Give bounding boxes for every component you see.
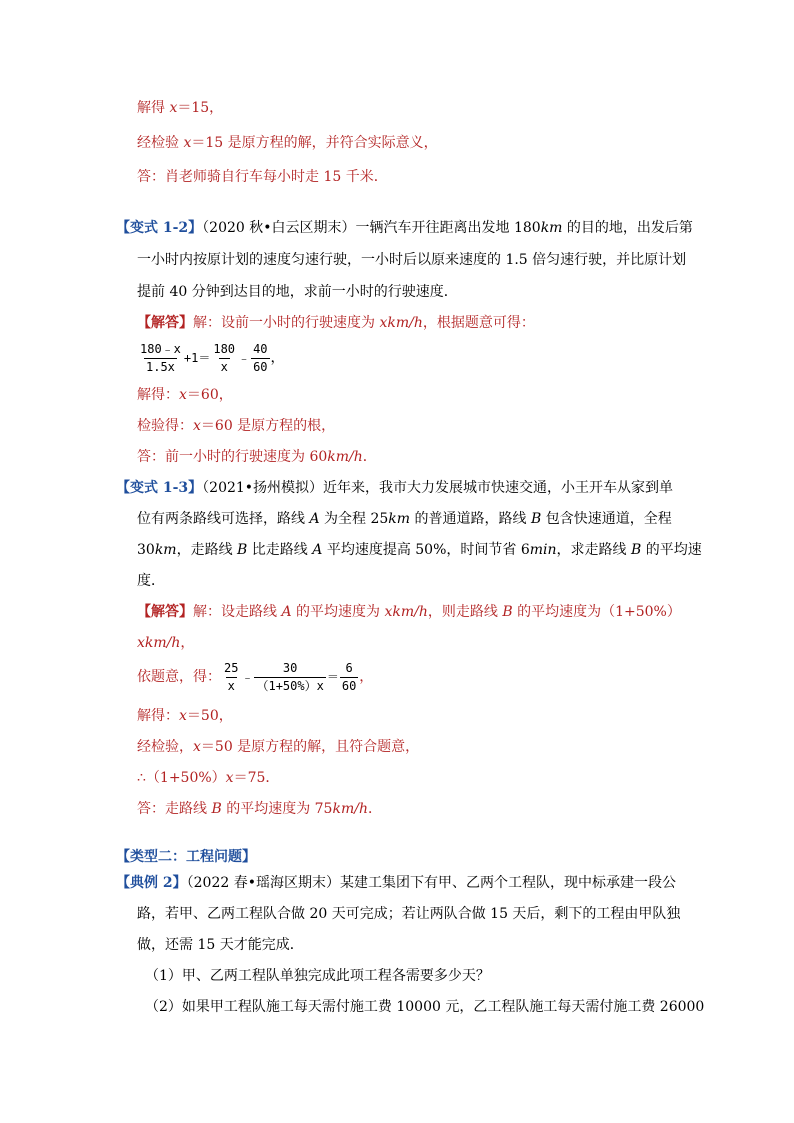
text: （2020 秋•白云区期末）一辆汽车开往距离出发地 180	[202, 220, 541, 236]
verification-line	[137, 133, 438, 153]
text: ，	[180, 635, 195, 651]
text: ，	[359, 669, 374, 685]
example-2-line-2: 路，若甲、乙两工程队合做 20 天可完成；若让两队合做 15 天后，剩下的工程由甲队独	[137, 906, 681, 922]
text: （2022 春•瑶海区期末）某建工集团下有甲、乙两个工程队，现中标承建一段公	[186, 875, 676, 891]
variable: A	[312, 542, 323, 558]
variable: A	[281, 604, 292, 620]
text: 依题意，得：	[137, 669, 221, 685]
operator: ﹣	[238, 351, 251, 365]
equation-1-2	[137, 340, 285, 376]
fraction	[254, 661, 325, 694]
text: ，根据题意可得：	[422, 315, 535, 331]
text: 的平均速	[641, 542, 702, 558]
text: ．	[367, 801, 382, 817]
text: ，走路线	[176, 542, 238, 558]
numerator: 180﹣x	[140, 341, 181, 356]
denominator: 60	[341, 678, 357, 693]
text: ，则走路线	[427, 604, 503, 620]
variable: x	[179, 387, 187, 403]
solution-line	[137, 98, 223, 118]
unit: km	[540, 220, 563, 236]
fraction	[340, 661, 358, 694]
equation-1-3	[137, 659, 373, 695]
denominator: 1.5x	[146, 359, 175, 374]
text: ∴（1+50%）	[137, 770, 226, 786]
variable: B	[502, 604, 513, 620]
problem-1-3-line-3	[137, 540, 702, 560]
text: 的平均速度为（1+50%）	[512, 604, 681, 620]
numerator: 6	[345, 660, 353, 675]
text: 位有两条路线可选择，路线	[137, 511, 310, 527]
text: ＝50，	[186, 708, 233, 724]
problem-1-3-line-4: 度．	[137, 573, 165, 589]
text: （2021•扬州模拟）近年来，我市大力发展城市快速交通，小王开车从家到单	[202, 480, 674, 496]
numerator: 30	[282, 660, 298, 675]
text: 的平均速度为	[291, 604, 385, 620]
variable: x	[193, 739, 201, 755]
text: ．	[362, 449, 377, 465]
problem-1-2-line-3: 提前 40 分钟到达目的地，求前一小时的行驶速度．	[137, 284, 458, 300]
denominator: x	[220, 359, 228, 374]
answer-line	[137, 447, 377, 467]
answer-intro	[137, 313, 535, 333]
example-tag: 【典例 2】	[116, 875, 187, 891]
numerator: 180	[213, 341, 236, 356]
answer-continuation	[137, 633, 194, 653]
unit: km/h	[327, 449, 363, 465]
text: 的目的地，出发后第	[562, 220, 693, 236]
text: 的平均速度为 75	[221, 801, 333, 817]
text: 经检验，	[137, 739, 193, 755]
operator: +1＝	[183, 351, 211, 365]
text: ，	[270, 350, 285, 366]
operator: ﹣	[241, 670, 254, 684]
problem-tag: 【变式 1-3】	[116, 480, 203, 496]
unit: km	[388, 511, 411, 527]
text: ，求走路线	[556, 542, 631, 558]
question-1: （1）甲、乙两工程队单独完成此项工程各需要多少天？	[145, 968, 490, 984]
text: 的普通道路，路线	[410, 511, 531, 527]
text: ＝75．	[233, 770, 280, 786]
operator: ＝	[326, 670, 339, 684]
solution-line	[137, 385, 233, 405]
fraction	[138, 342, 183, 375]
text: 平均速度提高 50%，时间节省 6	[322, 542, 530, 558]
problem-1-3-line-2	[137, 509, 672, 529]
therefore-line	[137, 768, 279, 788]
text: 答：前一小时的行驶速度为 60	[137, 449, 328, 465]
variable: x	[225, 770, 234, 786]
denominator: 60	[253, 359, 268, 374]
fraction	[251, 342, 269, 375]
denominator: （1+50%）x	[256, 678, 324, 693]
text: 包含快速通道，全程	[541, 511, 672, 527]
text: 比走路线	[247, 542, 313, 558]
denominator: x	[227, 678, 235, 693]
text: 解得：	[137, 387, 179, 403]
text: 检验得：	[137, 418, 193, 434]
problem-1-3-line-1	[116, 478, 673, 498]
text: ＝60 是原方程的根，	[200, 418, 336, 434]
text: 解：设走路线	[193, 604, 282, 620]
text: ＝60，	[186, 387, 233, 403]
variable: B	[530, 511, 542, 527]
text: ＝15 是原方程的解，并符合实际意义，	[191, 135, 438, 151]
fraction	[211, 342, 237, 375]
variable: B	[630, 542, 642, 558]
text: ＝15，	[177, 100, 224, 116]
verification-line	[137, 416, 335, 436]
unit: km	[154, 542, 177, 558]
variable: xkm/h	[379, 315, 423, 331]
variable: A	[309, 511, 320, 527]
example-2-line-3: 做，还需 15 天才能完成．	[137, 937, 304, 953]
answer-intro	[137, 602, 681, 622]
solution-line	[137, 706, 233, 726]
problem-1-2-line-2: 一小时内按原计划的速度匀速行驶，一小时后以原来速度的 1.5 倍匀速行驶，并比原计划	[137, 252, 687, 268]
verification-line	[137, 737, 419, 757]
unit: km/h	[332, 801, 368, 817]
problem-1-2-line-1	[116, 218, 693, 238]
example-2-line-1	[116, 873, 676, 893]
answer-tag: 【解答】	[137, 315, 193, 331]
text: 答：走路线	[137, 801, 212, 817]
numerator: 25	[224, 660, 239, 675]
text: 解：设前一小时的行驶速度为	[193, 315, 380, 331]
text: 解得：	[137, 708, 179, 724]
question-2: （2）如果甲工程队施工每天需付施工费 10000 元，乙工程队施工每天需付施工费 26000	[145, 999, 705, 1015]
answer-line: 答：肖老师骑自行车每小时走 15 千米．	[137, 169, 388, 185]
text: 为全程 25	[319, 511, 389, 527]
variable: B	[237, 542, 248, 558]
variable: xkm/h	[384, 604, 428, 620]
unit: min	[529, 542, 557, 558]
text: ＝50 是原方程的解，且符合题意，	[200, 739, 420, 755]
text: 经检验	[137, 135, 184, 151]
variable: x	[169, 100, 178, 116]
answer-line	[137, 799, 382, 819]
variable: B	[211, 801, 222, 817]
variable: x	[179, 708, 187, 724]
text: 30	[137, 542, 155, 558]
variable: x	[193, 418, 201, 434]
problem-tag: 【变式 1-2】	[116, 220, 203, 236]
fraction	[222, 661, 240, 694]
numerator: 40	[253, 341, 268, 356]
section-heading: 【类型二：工程问题】	[116, 849, 256, 865]
answer-tag: 【解答】	[137, 604, 193, 620]
text: 解得	[137, 100, 170, 116]
variable: xkm/h	[137, 635, 181, 651]
variable: x	[183, 135, 192, 151]
